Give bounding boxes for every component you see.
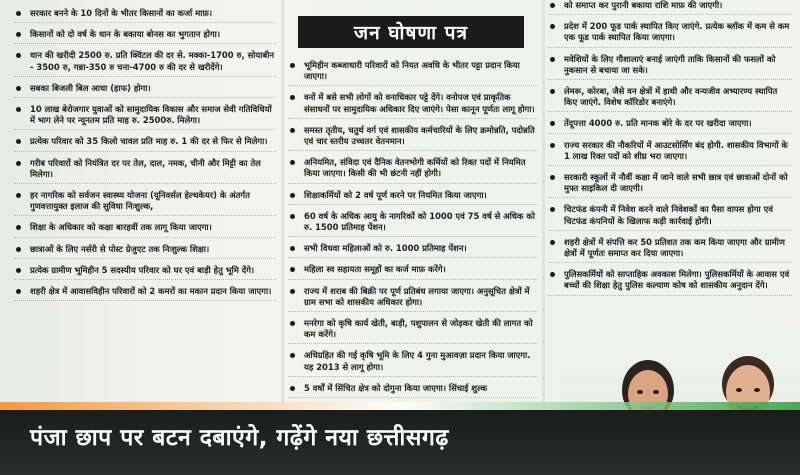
column-right: [548, 0, 792, 302]
bullet-icon: [550, 175, 555, 180]
bullet-icon: [290, 128, 295, 133]
promise-text: सभी विधवा महिलाओं को रु. 1000 प्रतिमाह पेंशन।: [304, 243, 467, 254]
bullet-icon: [550, 240, 555, 245]
promise-item: [548, 140, 792, 166]
promise-text: अनियमित, संविदा एवं दैनिक वेतनभोगी कर्मियों को रिक्त पदों में नियमित किया जाएगा। किसी की भी छंटनी नहीं होगी।: [304, 157, 526, 179]
promise-item: [288, 286, 538, 312]
promise-text: हर नागरिक को सर्वजन स्वास्थ्य योजना (यूनिवर्सल हेल्थकेयर) के अंतर्गत गुणवत्तायुक्त इलाज की सुविधा निःशुल्क,: [30, 190, 250, 212]
promise-text: शिक्षाकर्मियों को 2 वर्ष पूर्ण करने पर नियमित किया जाएगा।: [304, 189, 487, 200]
promise-text: तेंदूपत्ता 4000 रु. प्रति मानक बोरे के दर पर खरीदा जाएगा।: [564, 118, 752, 129]
promise-text: लेमरू, कोरबा, जैसे वन क्षेत्रों में हाथी और वन्यजीव अभ्यारण्य स्थापित किए जाएंगे. विशेष कॉरिडोर बनाएंगे।: [564, 86, 778, 108]
promise-item: [14, 29, 276, 44]
bullet-icon: [290, 321, 295, 326]
promise-item: [288, 190, 538, 205]
bullet-icon: [16, 268, 21, 273]
bullet-icon: [16, 53, 21, 58]
promise-item: [14, 136, 276, 151]
promise-text: अधिग्रहित की गई कृषि भूमि के लिए 4 गुना मुआवज़ा प्रदान किया जाएगा. यह 2013 से लागू होगा।: [304, 350, 531, 372]
promise-text: छात्राओं के लिए नर्सरी से पोस्ट ग्रेजुएट तक निःशुल्क शिक्षा।: [30, 243, 210, 254]
bullet-icon: [290, 95, 295, 100]
column-divider: [542, 0, 545, 410]
promise-text: सरकारी स्कूलों में नौवीं कक्षा में जाने वाले सभी छात्र एवं छात्राओं दोनों को मुफ्त साइकिल दी जाएगी।: [564, 172, 788, 194]
promise-text: 5 वर्षों में सिंचित क्षेत्र को दोगुना किया जाएगा। सिंचाई शुल्क: [304, 382, 488, 393]
promise-item: [14, 83, 276, 98]
promise-item: [288, 243, 538, 258]
promise-text: राज्य में शराब की बिक्री पर पूर्ण प्रतिबंध लगाया जाएगा। अनुसूचित क्षेत्रों में ग्राम सभा को शासकीय अधिकार होगा।: [304, 285, 530, 307]
promise-item: [548, 172, 792, 198]
column-left: [14, 0, 276, 307]
promise-list: [548, 0, 792, 296]
bullet-icon: [290, 160, 295, 165]
column-divider: [281, 0, 284, 410]
promise-text: मवेशियों के लिए गौशालाएं बनाई जाएंगी ताकि किसानों की फसलों को नुकसान से बचाया जा सके।: [564, 53, 776, 75]
promise-text: शहरी क्षेत्रों में संपत्ति कर 50 प्रतिशत तक कम किया जाएगा और ग्रामीण क्षेत्रों में पूर्णतः समाप्त कर दिया जाएगा।: [564, 236, 785, 259]
banner-title: जन घोषणा पत्र: [354, 22, 468, 44]
tricolor-strip: [0, 402, 800, 410]
promise-item: [288, 383, 538, 398]
bullet-icon: [290, 246, 295, 251]
promise-item: [14, 50, 276, 76]
bullet-icon: [290, 63, 295, 68]
bullet-icon: [16, 161, 21, 166]
promise-item: [548, 204, 792, 230]
promise-item: [548, 54, 792, 80]
bullet-icon: [550, 207, 555, 212]
promise-text: शिक्षा के अधिकार को कक्षा बारहवीं तक लागू किया जाएगा।: [30, 222, 212, 233]
bullet-icon: [550, 89, 555, 94]
promise-text: को समाप्त कर पुरानी बकाया राशि माफ़ की जाएगी।: [564, 0, 723, 10]
bullet-icon: [290, 214, 295, 219]
bullet-icon: [16, 107, 21, 112]
bullet-icon: [16, 247, 21, 252]
column-middle: [288, 0, 538, 404]
bullet-icon: [16, 225, 21, 230]
promise-text: वनों में बसे सभी लोगों को वनाधिकार पट्टे देंगे। वनोपज एवं प्राकृतिक संसाधनों पर सामुदायिक अधिकार दिए जाएंगे। पेसा कानून पूर्णतः लागू होगा।: [304, 92, 535, 114]
bullet-icon: [16, 289, 21, 294]
promise-item: [288, 92, 538, 118]
promise-item: [288, 157, 538, 183]
promise-list: [288, 0, 538, 398]
promise-item: [288, 350, 538, 376]
promise-item: [14, 265, 276, 280]
bullet-icon: [550, 121, 555, 126]
bullet-icon: [16, 11, 21, 16]
promise-item: [14, 158, 276, 184]
bullet-icon: [16, 86, 21, 91]
promise-text: पुलिसकर्मियों को साप्ताहिक अवकाश मिलेगा। पुलिसकर्मियों के आवास एवं बच्चों की शिक्षा हेतु पुलिस कल्याण कोष को शासकीय अनुदान देंगे।: [564, 269, 790, 291]
promise-item: [548, 0, 792, 15]
bullet-icon: [290, 289, 295, 294]
promise-text: गरीब परिवारों को नियंत्रित दर पर तेल, दाल, नमक, चीनी और मिट्टी का तेल मिलेगा।: [30, 157, 261, 179]
promise-item: [548, 118, 792, 133]
promise-text: महिला स्व सहायता समूहों का कर्ज माफ़ करेंगे।: [304, 264, 446, 275]
bullet-icon: [550, 272, 555, 277]
bullet-icon: [16, 32, 21, 37]
promise-item: [548, 21, 792, 47]
promise-item: [14, 190, 276, 216]
bullet-icon: [290, 193, 295, 198]
campaign-slogan: पंजा छाप पर बटन दबाएंगे, गढ़ेंगे नया छत्तीसगढ़: [30, 425, 449, 451]
promise-text: शहरी क्षेत्र में आवासविहीन परिवारों को 2 कमरों का मकान प्रदान किया जाएगा।: [30, 286, 272, 297]
promise-text: 10 लाख बेरोजगार युवाओं को सामुदायिक विकास और समाज सेवी गतिविधियों में भाग लेने पर न्यूनतम प्रति माह रु. 2500रु. मिलेगा।: [30, 104, 272, 126]
promise-text: प्रत्येक ग्रामीण भूमिहीन 5 सदस्यीय परिवार को घर एवं बाड़ी हेतु भूमि देंगे।: [30, 264, 255, 275]
bullet-icon: [16, 139, 21, 144]
promise-text: मनरेगा को कृषि कार्य खेती, बाड़ी, पशुपालन से जोड़कर खेती की लागत को कम करेंगे।: [304, 318, 533, 340]
promise-text: धान की खरीदी 2500 रु. प्रति क्विंटल की दर से. मक्का-1700 रु, सोयाबीन - 3500 रु, गन्ना-350 रु चना-4700 रु की दर से खरीदेंगे।: [30, 50, 275, 72]
promise-item: [288, 264, 538, 279]
promise-item: [548, 237, 792, 263]
bullet-icon: [550, 24, 555, 29]
promise-text: सरकार बनने के 10 दिनों के भीतर किसानों का कर्जा माफ़।: [30, 8, 213, 18]
promise-item: [14, 8, 276, 23]
promise-item: [288, 211, 538, 237]
bullet-icon: [16, 193, 21, 198]
bullet-icon: [550, 143, 555, 148]
promise-text: 60 वर्ष के अधिक आयु के नागरिकों को 1000 एवं 75 वर्ष से अधिक को रु. 1500 प्रतिमाह पेंशन।: [304, 210, 535, 233]
promise-text: समस्त तृतीय, चतुर्थ वर्ग एवं शासकीय कर्मचारियों के लिए क्रमोन्नति, पदोन्नति एवं चार स्तरीय उच्चतर वेतनमान।: [304, 124, 535, 147]
promise-item: [14, 222, 276, 237]
promise-text: सबका बिजली बिल आधा (हाफ) होगा।: [30, 82, 151, 93]
promise-item: [14, 244, 276, 259]
promise-text: राज्य सरकार की नौकरियों में आउटसोर्सिंग बंद होगी. शासकीय विभागों के 1 लाख रिक्त पदों को शीघ्र भरा जाएगा।: [564, 139, 788, 161]
bullet-icon: [550, 57, 555, 62]
bullet-icon: [290, 267, 295, 272]
bullet-icon: [290, 386, 295, 391]
promise-item: [288, 60, 538, 86]
promise-text: चिटफंड कंपनी में निवेश करने वाले निवेशकों का पैसा वापस होगा एवं चिटफंड कंपनियों के खिलाफ कड़ी कार्रवाई होगी।: [564, 204, 773, 226]
promise-list: [14, 0, 276, 301]
promise-item: [288, 125, 538, 151]
promise-item: [14, 104, 276, 130]
promise-item: [288, 318, 538, 344]
bullet-icon: [290, 353, 295, 358]
promise-item: [548, 86, 792, 112]
promise-text: प्रत्येक परिवार को 35 किलो चावल प्रति माह रु. 1 की दर से फिर से मिलेगा।: [30, 136, 268, 147]
promise-text: किसानों को दो वर्ष के धान के बकाया बोनस का भुगतान होगा।: [30, 29, 221, 40]
promise-item: [548, 269, 792, 295]
promise-text: प्रदेश में 200 फूड पार्क स्थापित किए जाएंगे. प्रत्येक ब्लॉक में कम से कम एक फूड पार्क स्थापित किया जाएगा।: [564, 21, 790, 43]
promise-item: [14, 286, 276, 301]
promise-text: भूमिहीन कब्जाधारी परिवारों को नियत अवधि के भीतर पट्टा प्रदान किया जाएगा।: [304, 60, 520, 82]
bullet-icon: [550, 3, 555, 8]
